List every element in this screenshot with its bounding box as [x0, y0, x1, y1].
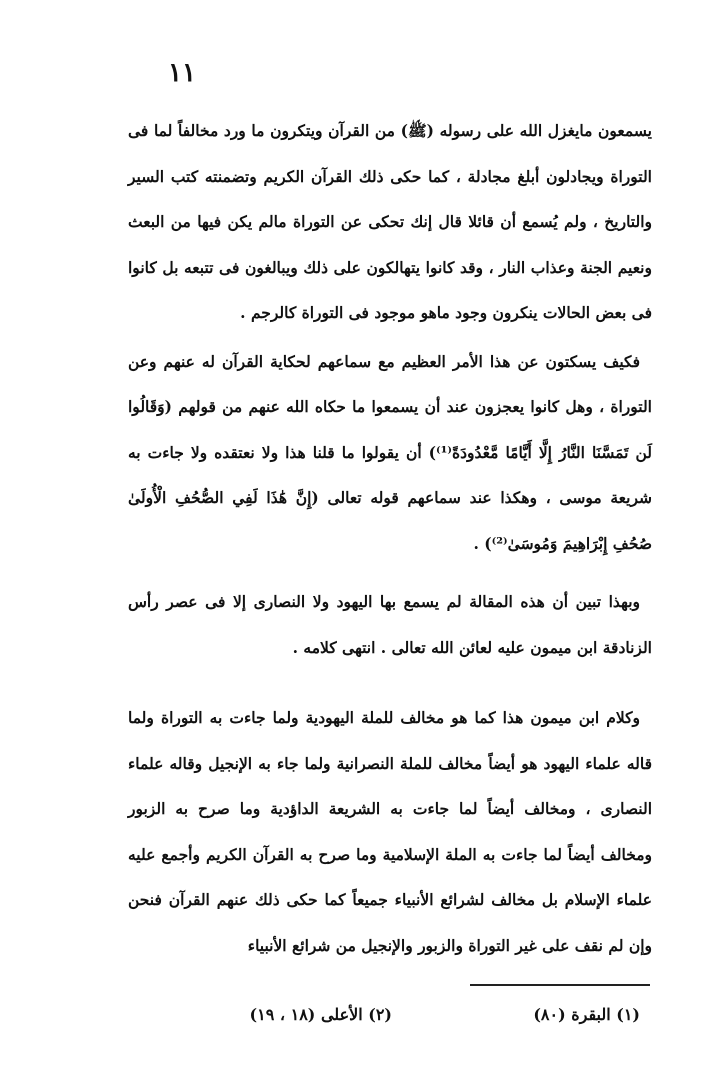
paragraph-2: فكيف يسكتون عن هذا الأمر العظيم مع سماعهم لحكاية القرآن له عنهم وعن التوراة ، وهل كانوا يعجزون عند أن يسمعوا ما حكاه الله عنهم من قولهم (وَقَالُوا لَن تَمَسَّنَا النَّارُ إِلَّا أَيَّامًا مَّعْدُودَةً⁽¹⁾) أن يقولوا ما قلنا هذا ولا نعتقده ولا جاءت به شريعة موسى ، وهكذا عند سماعهم قوله تعالى (إِنَّ هَٰذَا لَفِي الصُّحُفِ الْأُولَىٰ صُحُفِ إِبْرَاهِيمَ وَمُوسَىٰ⁽²⁾) . [128, 351, 652, 553]
paragraph-4: وكلام ابن ميمون هذا كما هو مخالف للملة اليهودية ولما جاءت به التوراة ولما قاله علماء اليهود هو أيضاً مخالف للملة النصرانية ولما جاء به الإنجيل وقاله علماء النصارى ، ومخالف أيضاً لما جاءت به الشريعة الداؤدية وما صرح به الزبور ومخالف أيضاً لما جاءت به الملة الإسلامية وما صرح به القرآن الكريم وأجمع عليه علماء الإسلام بل مخالف لشرائع الأنبياء جميعاً كما حكى ذلك عنهم القرآن فنحن وإن لم نقف على غير التوراة والزبور والإنجيل من شرائع الأنبياء [128, 708, 652, 955]
footnote-divider [470, 984, 650, 986]
page-number: ١١ [168, 58, 196, 88]
footnote-1: (١) البقرة (٨٠) [533, 1005, 640, 1024]
footnote-2: (٢) الأعلى (١٨ ، ١٩) [249, 1005, 392, 1024]
paragraph-3: وبهذا تبين أن هذه المقالة لم يسمع بها اليهود ولا النصارى إلا فى عصر رأس الزنادقة ابن ميمون عليه لعائن الله تعالى . انتهى كلامه . [128, 592, 652, 657]
body-text [128, 108, 652, 968]
paragraph-1: يسمعون مايغزل الله على رسوله (ﷺ) من القرآن ويتكرون ما ورد مخالفاً لما فى التوراة ويجادلون أبلغ مجادلة ، كما حكى ذلك القرآن الكريم وتضمنته كتب السير والتاريخ ، ولم يُسمع أن قائلا قال إنك تحكى عن التوراة مالم يكن فيها من البعث ونعيم الجنة وعذاب النار ، وقد كانوا يتهالكون على ذلك ويبالغون فى تتبعه بل كانوا فى بعض الحالات ينكرون وجود ماهو موجود فى التوراة كالرجم . [128, 121, 652, 322]
